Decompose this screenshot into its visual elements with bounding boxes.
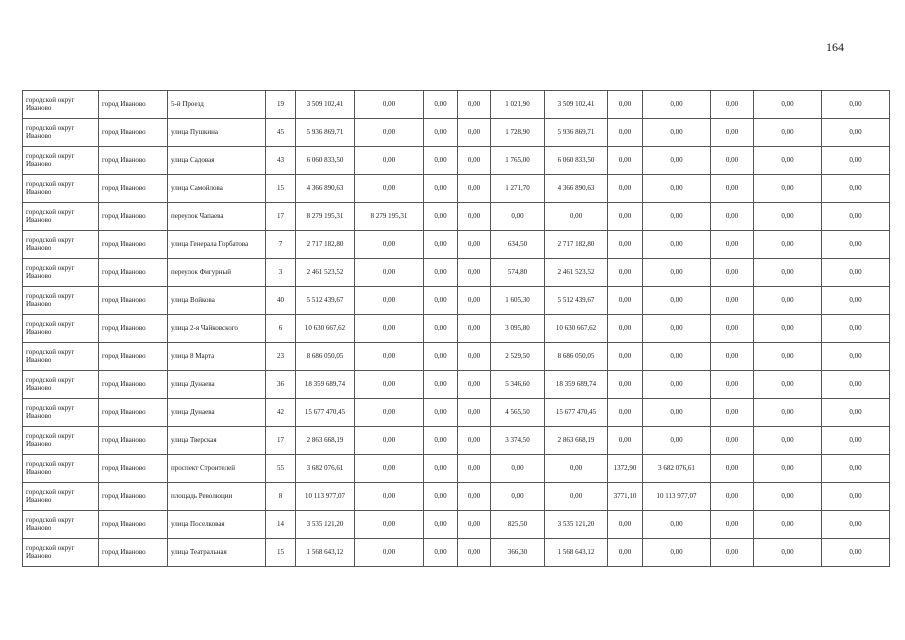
cost-col-12-cell: 0,00 [643, 231, 711, 259]
cost-col-8-cell: 0,00 [458, 147, 491, 175]
municipality-cell: городской округ Иваново [23, 175, 99, 203]
area-col-11-cell: 0,00 [608, 539, 643, 567]
cost-col-8-cell: 0,00 [458, 427, 491, 455]
cost-col-15-cell: 0,00 [822, 203, 890, 231]
cost-col-6-cell: 0,00 [355, 371, 424, 399]
cost-col-10-cell: 5 512 439,67 [545, 287, 608, 315]
street-cell: улица Генерала Горбатова [168, 231, 266, 259]
cost-col-15-cell: 0,00 [822, 371, 890, 399]
cost-col-6-cell: 0,00 [355, 259, 424, 287]
area-col-9-cell: 3 374,50 [491, 427, 545, 455]
cost-col-7-cell: 0,00 [424, 455, 458, 483]
locality-cell: город Иваново [99, 539, 168, 567]
street-cell: проспект Строителей [168, 455, 266, 483]
locality-cell: город Иваново [99, 427, 168, 455]
area-col-13-cell: 0,00 [711, 175, 754, 203]
area-col-13-cell: 0,00 [711, 119, 754, 147]
area-col-9-cell: 0,00 [491, 455, 545, 483]
cost-col-7-cell: 0,00 [424, 539, 458, 567]
cost-col-7-cell: 0,00 [424, 287, 458, 315]
locality-cell: город Иваново [99, 399, 168, 427]
house-number-cell: 40 [266, 287, 296, 315]
area-col-11-cell: 0,00 [608, 399, 643, 427]
area-col-13-cell: 0,00 [711, 455, 754, 483]
area-col-9-cell: 825,50 [491, 511, 545, 539]
cost-col-14-cell: 0,00 [754, 483, 822, 511]
locality-cell: город Иваново [99, 315, 168, 343]
total-cost-cell: 15 677 470,45 [296, 399, 355, 427]
cost-col-8-cell: 0,00 [458, 371, 491, 399]
locality-cell: город Иваново [99, 91, 168, 119]
area-col-11-cell: 0,00 [608, 343, 643, 371]
table-row [23, 119, 890, 147]
area-col-9-cell: 1 728,90 [491, 119, 545, 147]
street-cell: улица 8 Марта [168, 343, 266, 371]
cost-col-8-cell: 0,00 [458, 231, 491, 259]
area-col-13-cell: 0,00 [711, 203, 754, 231]
capital-repair-table [22, 90, 890, 567]
cost-col-12-cell: 0,00 [643, 259, 711, 287]
municipality-cell: городской округ Иваново [23, 259, 99, 287]
total-cost-cell: 8 686 050,05 [296, 343, 355, 371]
municipality-cell: городской округ Иваново [23, 399, 99, 427]
total-cost-cell: 10 113 977,07 [296, 483, 355, 511]
cost-col-12-cell: 0,00 [643, 427, 711, 455]
cost-col-8-cell: 0,00 [458, 119, 491, 147]
total-cost-cell: 4 366 890,63 [296, 175, 355, 203]
area-col-9-cell: 0,00 [491, 203, 545, 231]
street-cell: улица Дунаева [168, 399, 266, 427]
cost-col-8-cell: 0,00 [458, 399, 491, 427]
house-number-cell: 55 [266, 455, 296, 483]
locality-cell: город Иваново [99, 343, 168, 371]
cost-col-12-cell: 0,00 [643, 91, 711, 119]
cost-col-6-cell: 0,00 [355, 399, 424, 427]
cost-col-15-cell: 0,00 [822, 399, 890, 427]
municipality-cell: городской округ Иваново [23, 203, 99, 231]
street-cell: переулок Фигурный [168, 259, 266, 287]
cost-col-12-cell: 0,00 [643, 343, 711, 371]
area-col-9-cell: 634,50 [491, 231, 545, 259]
cost-col-14-cell: 0,00 [754, 427, 822, 455]
cost-col-12-cell: 0,00 [643, 287, 711, 315]
cost-col-15-cell: 0,00 [822, 539, 890, 567]
area-col-11-cell: 0,00 [608, 287, 643, 315]
cost-col-8-cell: 0,00 [458, 343, 491, 371]
cost-col-14-cell: 0,00 [754, 539, 822, 567]
cost-col-7-cell: 0,00 [424, 399, 458, 427]
total-cost-cell: 1 568 643,12 [296, 539, 355, 567]
cost-col-12-cell: 3 682 076,61 [643, 455, 711, 483]
municipality-cell: городской округ Иваново [23, 371, 99, 399]
cost-col-10-cell: 2 717 182,80 [545, 231, 608, 259]
area-col-13-cell: 0,00 [711, 259, 754, 287]
cost-col-6-cell: 0,00 [355, 119, 424, 147]
area-col-9-cell: 5 346,60 [491, 371, 545, 399]
area-col-11-cell: 0,00 [608, 147, 643, 175]
cost-col-14-cell: 0,00 [754, 231, 822, 259]
table-row [23, 259, 890, 287]
area-col-13-cell: 0,00 [711, 483, 754, 511]
area-col-9-cell: 1 605,30 [491, 287, 545, 315]
area-col-9-cell: 4 565,50 [491, 399, 545, 427]
cost-col-6-cell: 0,00 [355, 91, 424, 119]
cost-col-15-cell: 0,00 [822, 287, 890, 315]
locality-cell: город Иваново [99, 147, 168, 175]
cost-col-14-cell: 0,00 [754, 147, 822, 175]
house-number-cell: 14 [266, 511, 296, 539]
municipality-cell: городской округ Иваново [23, 455, 99, 483]
house-number-cell: 17 [266, 427, 296, 455]
area-col-9-cell: 3 095,80 [491, 315, 545, 343]
cost-col-6-cell: 0,00 [355, 147, 424, 175]
cost-col-15-cell: 0,00 [822, 175, 890, 203]
area-col-13-cell: 0,00 [711, 147, 754, 175]
total-cost-cell: 8 279 195,31 [296, 203, 355, 231]
area-col-13-cell: 0,00 [711, 231, 754, 259]
cost-col-6-cell: 0,00 [355, 315, 424, 343]
cost-col-6-cell: 0,00 [355, 175, 424, 203]
cost-col-8-cell: 0,00 [458, 259, 491, 287]
table-row [23, 511, 890, 539]
area-col-9-cell: 1 765,00 [491, 147, 545, 175]
area-col-11-cell: 0,00 [608, 315, 643, 343]
house-number-cell: 19 [266, 91, 296, 119]
house-number-cell: 15 [266, 175, 296, 203]
cost-col-10-cell: 3 509 102,41 [545, 91, 608, 119]
cost-col-12-cell: 0,00 [643, 371, 711, 399]
cost-col-7-cell: 0,00 [424, 343, 458, 371]
page-number: 164 [826, 40, 844, 54]
cost-col-7-cell: 0,00 [424, 175, 458, 203]
area-col-11-cell: 3771,10 [608, 483, 643, 511]
cost-col-14-cell: 0,00 [754, 511, 822, 539]
house-number-cell: 8 [266, 483, 296, 511]
cost-col-6-cell: 0,00 [355, 483, 424, 511]
area-col-9-cell: 1 271,70 [491, 175, 545, 203]
cost-col-14-cell: 0,00 [754, 91, 822, 119]
cost-col-15-cell: 0,00 [822, 91, 890, 119]
cost-col-7-cell: 0,00 [424, 259, 458, 287]
cost-col-8-cell: 0,00 [458, 315, 491, 343]
table-row [23, 175, 890, 203]
total-cost-cell: 3 509 102,41 [296, 91, 355, 119]
street-cell: переулок Чапаева [168, 203, 266, 231]
cost-col-8-cell: 0,00 [458, 455, 491, 483]
table-row [23, 91, 890, 119]
total-cost-cell: 6 060 833,50 [296, 147, 355, 175]
total-cost-cell: 5 512 439,67 [296, 287, 355, 315]
area-col-13-cell: 0,00 [711, 91, 754, 119]
table-row [23, 203, 890, 231]
cost-col-10-cell: 18 359 689,74 [545, 371, 608, 399]
house-number-cell: 23 [266, 343, 296, 371]
cost-col-15-cell: 0,00 [822, 147, 890, 175]
cost-col-15-cell: 0,00 [822, 427, 890, 455]
cost-col-14-cell: 0,00 [754, 287, 822, 315]
cost-col-15-cell: 0,00 [822, 511, 890, 539]
area-col-11-cell: 0,00 [608, 371, 643, 399]
cost-col-8-cell: 0,00 [458, 539, 491, 567]
cost-col-10-cell: 15 677 470,45 [545, 399, 608, 427]
area-col-13-cell: 0,00 [711, 399, 754, 427]
area-col-9-cell: 366,30 [491, 539, 545, 567]
cost-col-6-cell: 0,00 [355, 539, 424, 567]
locality-cell: город Иваново [99, 511, 168, 539]
cost-col-6-cell: 8 279 195,31 [355, 203, 424, 231]
area-col-13-cell: 0,00 [711, 343, 754, 371]
cost-col-7-cell: 0,00 [424, 203, 458, 231]
cost-col-10-cell: 0,00 [545, 455, 608, 483]
cost-col-14-cell: 0,00 [754, 175, 822, 203]
cost-col-15-cell: 0,00 [822, 483, 890, 511]
area-col-13-cell: 0,00 [711, 539, 754, 567]
cost-col-14-cell: 0,00 [754, 399, 822, 427]
municipality-cell: городской округ Иваново [23, 231, 99, 259]
cost-col-12-cell: 0,00 [643, 119, 711, 147]
cost-col-10-cell: 10 630 667,62 [545, 315, 608, 343]
cost-col-12-cell: 0,00 [643, 511, 711, 539]
cost-col-10-cell: 0,00 [545, 483, 608, 511]
municipality-cell: городской округ Иваново [23, 343, 99, 371]
cost-col-6-cell: 0,00 [355, 511, 424, 539]
table-row [23, 371, 890, 399]
cost-col-10-cell: 3 535 121,20 [545, 511, 608, 539]
cost-col-7-cell: 0,00 [424, 147, 458, 175]
municipality-cell: городской округ Иваново [23, 511, 99, 539]
locality-cell: город Иваново [99, 287, 168, 315]
cost-col-6-cell: 0,00 [355, 287, 424, 315]
cost-col-14-cell: 0,00 [754, 315, 822, 343]
street-cell: улица Тверская [168, 427, 266, 455]
table-row [23, 483, 890, 511]
locality-cell: город Иваново [99, 231, 168, 259]
cost-col-14-cell: 0,00 [754, 371, 822, 399]
street-cell: 5-й Проезд [168, 91, 266, 119]
house-number-cell: 45 [266, 119, 296, 147]
area-col-11-cell: 0,00 [608, 91, 643, 119]
cost-col-10-cell: 1 568 643,12 [545, 539, 608, 567]
cost-col-10-cell: 8 686 050,05 [545, 343, 608, 371]
cost-col-14-cell: 0,00 [754, 203, 822, 231]
cost-col-10-cell: 2 863 668,19 [545, 427, 608, 455]
total-cost-cell: 2 717 182,80 [296, 231, 355, 259]
street-cell: улица Садовая [168, 147, 266, 175]
street-cell: площадь Революции [168, 483, 266, 511]
area-col-11-cell: 0,00 [608, 175, 643, 203]
house-number-cell: 6 [266, 315, 296, 343]
street-cell: улица Войкова [168, 287, 266, 315]
total-cost-cell: 10 630 667,62 [296, 315, 355, 343]
cost-col-12-cell: 0,00 [643, 539, 711, 567]
locality-cell: город Иваново [99, 483, 168, 511]
cost-col-8-cell: 0,00 [458, 287, 491, 315]
cost-col-10-cell: 0,00 [545, 203, 608, 231]
total-cost-cell: 18 359 689,74 [296, 371, 355, 399]
cost-col-7-cell: 0,00 [424, 119, 458, 147]
locality-cell: город Иваново [99, 371, 168, 399]
total-cost-cell: 3 682 076,61 [296, 455, 355, 483]
area-col-13-cell: 0,00 [711, 371, 754, 399]
cost-col-10-cell: 4 366 890,63 [545, 175, 608, 203]
total-cost-cell: 3 535 121,20 [296, 511, 355, 539]
area-col-11-cell: 0,00 [608, 259, 643, 287]
cost-col-12-cell: 0,00 [643, 175, 711, 203]
locality-cell: город Иваново [99, 119, 168, 147]
cost-col-8-cell: 0,00 [458, 175, 491, 203]
area-col-13-cell: 0,00 [711, 427, 754, 455]
cost-col-12-cell: 10 113 977,07 [643, 483, 711, 511]
area-col-9-cell: 574,80 [491, 259, 545, 287]
street-cell: улица 2-я Чайковского [168, 315, 266, 343]
cost-col-6-cell: 0,00 [355, 231, 424, 259]
municipality-cell: городской округ Иваново [23, 539, 99, 567]
area-col-13-cell: 0,00 [711, 315, 754, 343]
cost-col-15-cell: 0,00 [822, 119, 890, 147]
street-cell: улица Самойлова [168, 175, 266, 203]
table-row [23, 147, 890, 175]
table-row [23, 315, 890, 343]
table-row [23, 399, 890, 427]
cost-col-7-cell: 0,00 [424, 427, 458, 455]
house-number-cell: 42 [266, 399, 296, 427]
cost-col-7-cell: 0,00 [424, 483, 458, 511]
house-number-cell: 15 [266, 539, 296, 567]
cost-col-6-cell: 0,00 [355, 455, 424, 483]
cost-col-7-cell: 0,00 [424, 511, 458, 539]
cost-col-12-cell: 0,00 [643, 315, 711, 343]
locality-cell: город Иваново [99, 175, 168, 203]
area-col-11-cell: 0,00 [608, 119, 643, 147]
municipality-cell: городской округ Иваново [23, 483, 99, 511]
table-row [23, 427, 890, 455]
street-cell: улица Театральная [168, 539, 266, 567]
table-row [23, 343, 890, 371]
locality-cell: город Иваново [99, 203, 168, 231]
cost-col-15-cell: 0,00 [822, 455, 890, 483]
area-col-11-cell: 0,00 [608, 203, 643, 231]
house-number-cell: 17 [266, 203, 296, 231]
house-number-cell: 36 [266, 371, 296, 399]
house-number-cell: 3 [266, 259, 296, 287]
house-number-cell: 7 [266, 231, 296, 259]
cost-col-8-cell: 0,00 [458, 511, 491, 539]
municipality-cell: городской округ Иваново [23, 287, 99, 315]
cost-col-7-cell: 0,00 [424, 91, 458, 119]
total-cost-cell: 5 936 869,71 [296, 119, 355, 147]
locality-cell: город Иваново [99, 455, 168, 483]
cost-col-15-cell: 0,00 [822, 259, 890, 287]
cost-col-14-cell: 0,00 [754, 343, 822, 371]
municipality-cell: городской округ Иваново [23, 147, 99, 175]
cost-col-10-cell: 2 461 523,52 [545, 259, 608, 287]
cost-col-12-cell: 0,00 [643, 399, 711, 427]
area-col-9-cell: 0,00 [491, 483, 545, 511]
cost-col-14-cell: 0,00 [754, 259, 822, 287]
cost-col-10-cell: 5 936 869,71 [545, 119, 608, 147]
house-number-cell: 43 [266, 147, 296, 175]
area-col-9-cell: 1 021,90 [491, 91, 545, 119]
street-cell: улица Поселковая [168, 511, 266, 539]
cost-col-8-cell: 0,00 [458, 483, 491, 511]
street-cell: улица Пушкина [168, 119, 266, 147]
cost-col-14-cell: 0,00 [754, 119, 822, 147]
table-row [23, 539, 890, 567]
street-cell: улица Дунаева [168, 371, 266, 399]
municipality-cell: городской округ Иваново [23, 315, 99, 343]
cost-col-15-cell: 0,00 [822, 231, 890, 259]
municipality-cell: городской округ Иваново [23, 91, 99, 119]
table-row [23, 455, 890, 483]
cost-col-12-cell: 0,00 [643, 203, 711, 231]
cost-col-12-cell: 0,00 [643, 147, 711, 175]
cost-col-6-cell: 0,00 [355, 427, 424, 455]
cost-col-8-cell: 0,00 [458, 91, 491, 119]
area-col-11-cell: 1372,90 [608, 455, 643, 483]
municipality-cell: городской округ Иваново [23, 119, 99, 147]
total-cost-cell: 2 863 668,19 [296, 427, 355, 455]
cost-col-14-cell: 0,00 [754, 455, 822, 483]
area-col-13-cell: 0,00 [711, 511, 754, 539]
area-col-11-cell: 0,00 [608, 427, 643, 455]
locality-cell: город Иваново [99, 259, 168, 287]
table-row [23, 231, 890, 259]
cost-col-10-cell: 6 060 833,50 [545, 147, 608, 175]
cost-col-6-cell: 0,00 [355, 343, 424, 371]
area-col-11-cell: 0,00 [608, 511, 643, 539]
cost-col-8-cell: 0,00 [458, 203, 491, 231]
cost-col-7-cell: 0,00 [424, 231, 458, 259]
cost-col-7-cell: 0,00 [424, 315, 458, 343]
cost-col-15-cell: 0,00 [822, 315, 890, 343]
table-row [23, 287, 890, 315]
cost-col-7-cell: 0,00 [424, 371, 458, 399]
area-col-11-cell: 0,00 [608, 231, 643, 259]
total-cost-cell: 2 461 523,52 [296, 259, 355, 287]
area-col-13-cell: 0,00 [711, 287, 754, 315]
cost-col-15-cell: 0,00 [822, 343, 890, 371]
area-col-9-cell: 2 529,50 [491, 343, 545, 371]
municipality-cell: городской округ Иваново [23, 427, 99, 455]
